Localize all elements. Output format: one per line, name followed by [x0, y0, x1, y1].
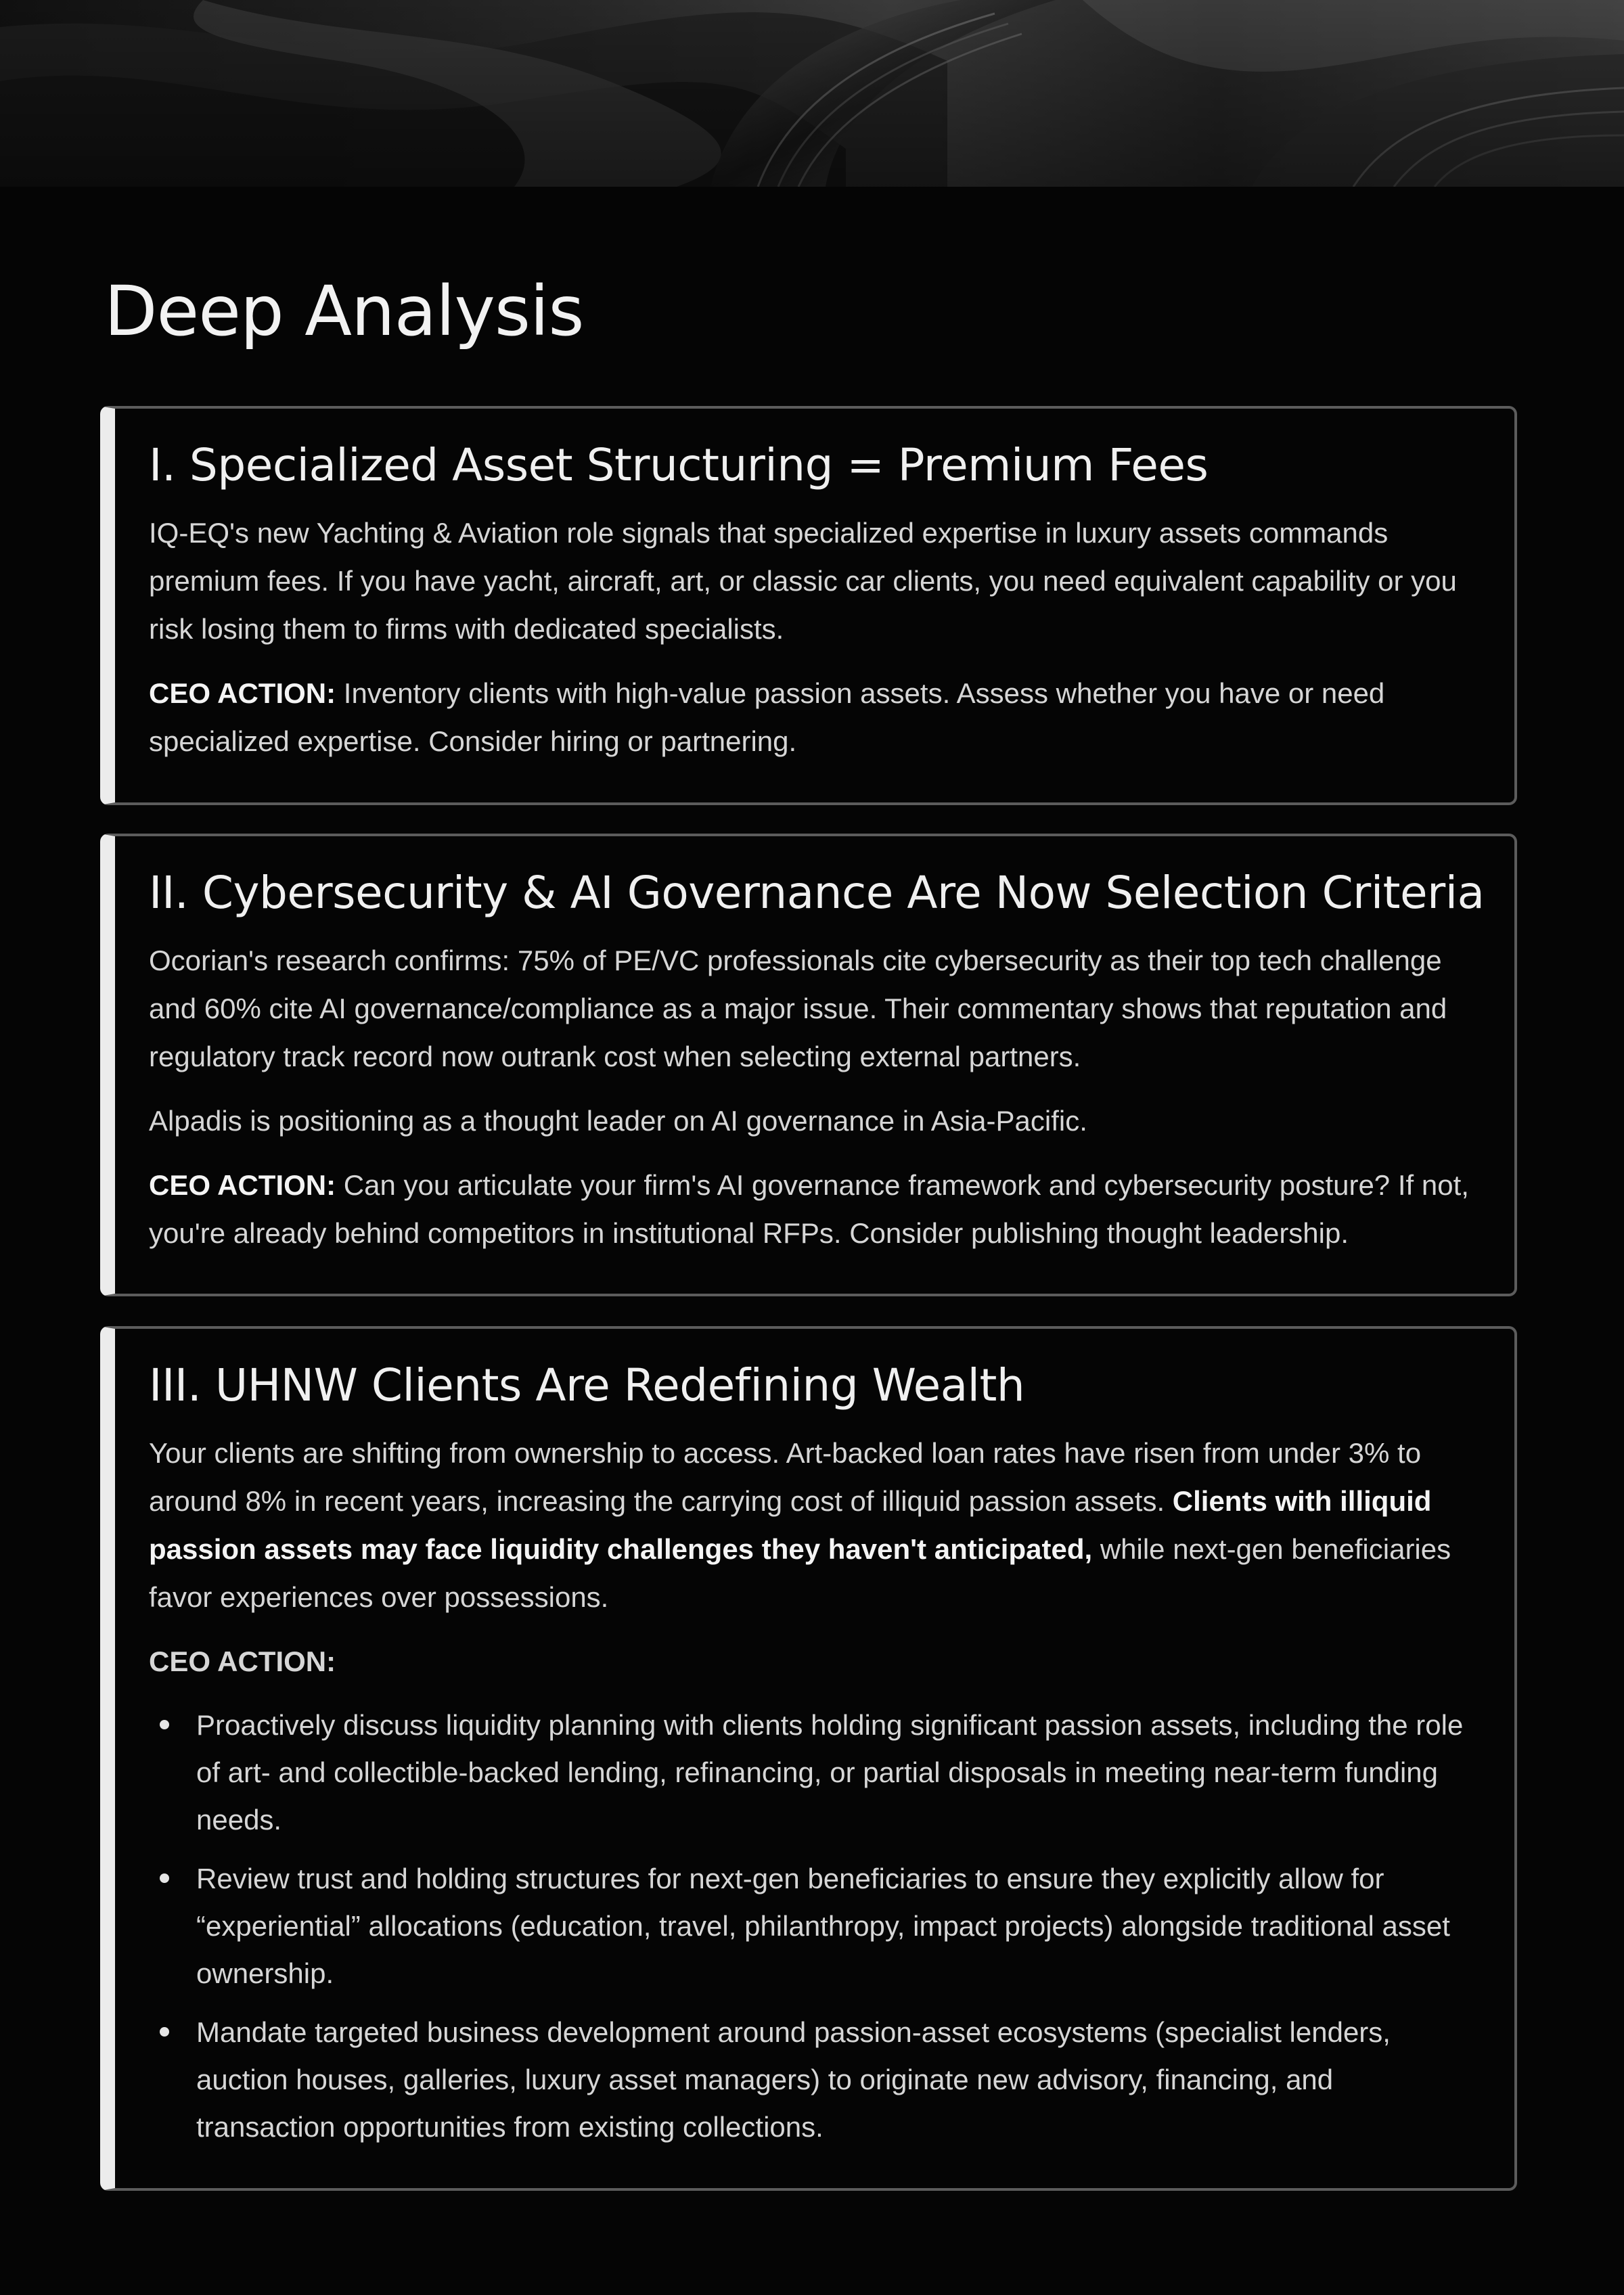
list-item-text: Mandate targeted business development around passion-asset ecosystems (specialist lenders, auction houses, galleries, luxury asset managers) to originate new advisory, financing, and transaction opportunities from existing collections.	[196, 2016, 1391, 2143]
section-title: I. Specialized Asset Structuring = Premium Fees	[149, 439, 1209, 491]
bullet-icon	[160, 2027, 169, 2037]
analysis-card-2	[100, 834, 1517, 1296]
paragraph-text: Your clients are shifting from ownership to access. Art-backed loan rates have risen from under 3% to around 8% in recent years, increasing the carrying cost of illiquid passion assets.	[149, 1437, 1422, 1517]
ceo-action-text: Can you articulate your firm's AI governance framework and cybersecurity posture? If not, you're already behind competitors in institutional RFPs. Consider publishing thought leadership.	[149, 1169, 1469, 1249]
section-paragraph: Ocorian's research confirms: 75% of PE/VC professionals cite cybersecurity as their top tech challenge and 60% cite AI governance/compliance as a major issue. Their commentary shows that reputation and regulatory track record now outrank cost when selecting external partners.	[149, 945, 1447, 1072]
bullet-icon	[160, 1873, 169, 1883]
section-paragraph: IQ-EQ's new Yachting & Aviation role signals that specialized expertise in luxury assets commands premium fees. If you have yacht, aircraft, art, or classic car clients, you need equivalent capability or you risk losing them to firms with dedicated specialists.	[149, 517, 1457, 645]
page-title: Deep Analysis	[104, 271, 584, 352]
hero-banner-image	[0, 0, 1624, 187]
bullet-icon	[160, 1720, 169, 1729]
section-title: II. Cybersecurity & AI Governance Are Now Selection Criteria	[149, 867, 1485, 919]
list-item-text: Review trust and holding structures for next-gen beneficiaries to ensure they explicitly allow for “experiential” allocations (education, travel, philanthropy, impact projects) alongside traditional asset ownership.	[196, 1863, 1450, 1989]
list-item	[196, 1855, 1474, 1997]
ceo-action	[149, 1161, 1474, 1257]
analysis-card-3	[100, 1326, 1517, 2191]
paragraph-emphasis: Clients with illiquid passion assets may face liquidity challenges they haven't anticipated,	[149, 1485, 1432, 1565]
list-item	[196, 2009, 1474, 2151]
section-title: III. UHNW Clients Are Redefining Wealth	[149, 1359, 1025, 1411]
ceo-action	[149, 669, 1474, 765]
analysis-card-1	[100, 406, 1517, 805]
ceo-action-heading: CEO ACTION:	[149, 1645, 336, 1677]
ceo-action-label: CEO ACTION:	[149, 1169, 336, 1201]
ceo-action-text: Inventory clients with high-value passion assets. Assess whether you have or need specialized expertise. Consider hiring or partnering.	[149, 677, 1385, 757]
list-item-text: Proactively discuss liquidity planning with clients holding significant passion assets, including the role of art- and collectible-backed lending, refinancing, or partial disposals in meeting near-term funding needs.	[196, 1709, 1464, 1836]
list-item	[196, 1702, 1474, 1844]
section-paragraph: Alpadis is positioning as a thought leader on AI governance in Asia-Pacific.	[149, 1105, 1087, 1137]
paragraph-text: while next-gen beneficiaries favor experiences over possessions.	[149, 1533, 1451, 1613]
ceo-action-label: CEO ACTION:	[149, 677, 336, 709]
ceo-action-list	[149, 1702, 1474, 2151]
section-paragraph	[149, 1429, 1474, 1621]
